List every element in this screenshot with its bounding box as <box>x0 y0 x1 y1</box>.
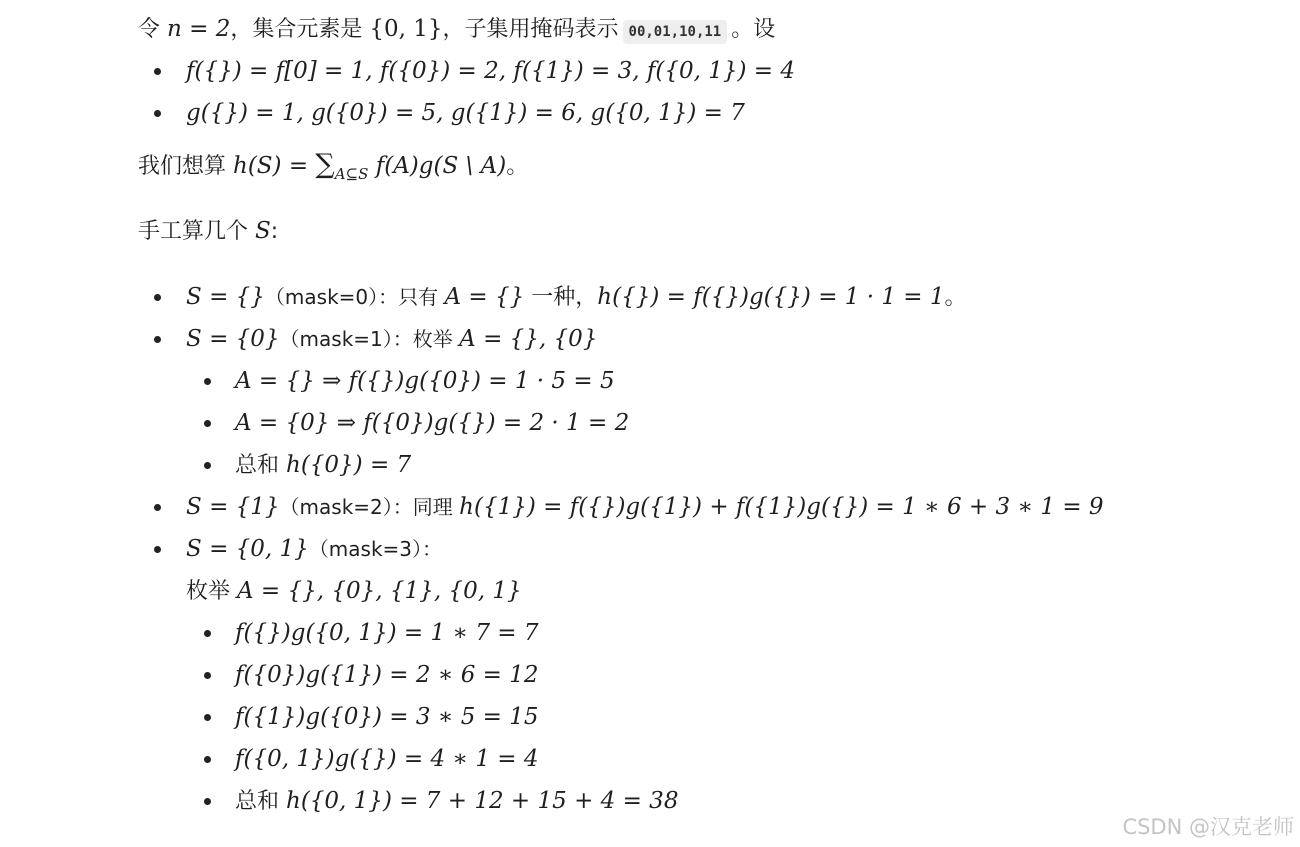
bullet-icon <box>204 378 211 385</box>
bullet-icon <box>204 672 211 679</box>
intro-paragraph <box>138 8 1278 50</box>
list-item-case-mask1 <box>138 318 1278 360</box>
bullet-icon <box>154 504 161 511</box>
list-item-sub <box>138 402 1278 444</box>
hand-suffix: : <box>270 219 279 244</box>
case-set: S = {1} <box>186 494 280 520</box>
hand-calc-paragraph <box>138 210 1278 252</box>
list-item-sub <box>138 360 1278 402</box>
case-mask: （mask=2）：同理 <box>279 495 460 519</box>
case-set: S = {0, 1} <box>186 536 309 562</box>
intro-mid2: ，子集用掩码表示 <box>442 17 619 42</box>
intro-prefix: 令 <box>138 17 167 42</box>
bullet-icon <box>204 630 211 637</box>
hand-prefix: 手工算几个 <box>138 219 255 244</box>
goal-lhs: h(S) = <box>233 153 316 179</box>
list-item-sub <box>138 696 1278 738</box>
list-item-def-g <box>138 92 1278 134</box>
case-enum-line <box>138 570 1278 612</box>
total-formula: h({0, 1}) = 7 + 12 + 15 + 4 = 38 <box>286 788 679 814</box>
bullet-icon <box>204 420 211 427</box>
list-item-sub <box>138 738 1278 780</box>
bullet-icon <box>204 714 211 721</box>
bullet-icon <box>154 546 161 553</box>
bullet-icon <box>204 756 211 763</box>
sub-formula: f({1})g({0}) = 3 ∗ 5 = 15 <box>235 704 539 730</box>
bullet-icon <box>154 68 161 75</box>
sum-symbol: ∑ <box>315 149 335 180</box>
article-body <box>138 8 1278 822</box>
mask-code: 00,01,10,11 <box>623 20 728 44</box>
goal-suffix: 。 <box>506 154 529 179</box>
enum-label: 枚举 <box>186 579 237 604</box>
bullet-icon <box>204 462 211 469</box>
bullet-icon <box>154 294 161 301</box>
goal-paragraph <box>138 144 1278 186</box>
case-end: 。 <box>944 285 967 310</box>
goal-prefix: 我们想算 <box>138 154 233 179</box>
case-set: S = {0} <box>186 326 280 352</box>
list-item-case-mask2 <box>138 486 1278 528</box>
goal-rhs: f(A)g(S \ A) <box>368 153 507 179</box>
bullet-icon <box>154 336 161 343</box>
list-item-sub-total <box>138 444 1278 486</box>
bullet-icon <box>154 110 161 117</box>
total-formula: h({0}) = 7 <box>286 452 412 478</box>
list-item-sub <box>138 612 1278 654</box>
sub-formula: f({})g({0, 1}) = 1 ∗ 7 = 7 <box>235 620 539 646</box>
list-item-case-mask0 <box>138 276 1278 318</box>
bullet-icon <box>204 798 211 805</box>
case-math: A = {}, {0} <box>459 326 598 352</box>
hand-var: S <box>255 218 271 244</box>
total-label: 总和 <box>235 453 286 478</box>
sub-formula: A = {} ⇒ f({})g({0}) = 1 · 5 = 5 <box>235 368 615 394</box>
sub-formula: A = {0} ⇒ f({0})g({}) = 2 · 1 = 2 <box>235 410 630 436</box>
case-text: 一种， <box>524 285 598 310</box>
intro-mid: ，集合元素是 <box>230 17 370 42</box>
case-mask: （mask=0）：只有 <box>264 285 445 309</box>
csdn-watermark: CSDN @汉克老师 <box>1122 815 1294 839</box>
case-math: A = {} <box>444 284 525 310</box>
list-item-case-mask3 <box>138 528 1278 570</box>
case-mask: （mask=3）： <box>308 537 443 561</box>
intro-set: {0, 1} <box>369 16 443 42</box>
sub-formula: f({0})g({1}) = 2 ∗ 6 = 12 <box>235 662 539 688</box>
sub-formula: f({0, 1})g({}) = 4 ∗ 1 = 4 <box>235 746 539 772</box>
intro-suffix: 。设 <box>731 17 776 42</box>
case-mask: （mask=1）：枚举 <box>279 327 460 351</box>
case-math: h({1}) = f({})g({1}) + f({1})g({}) = 1 ∗ 6 + 3 ∗ 1 = 9 <box>459 494 1104 520</box>
list-item-sub <box>138 654 1278 696</box>
sum-subscript: A⊆S <box>334 165 369 183</box>
enum-formula: A = {}, {0}, {1}, {0, 1} <box>237 578 522 604</box>
list-item-sub-total <box>138 780 1278 822</box>
case-set: S = {} <box>186 284 265 310</box>
list-item-def-f <box>138 50 1278 92</box>
def-g-formula: g({}) = 1, g({0}) = 5, g({1}) = 6, g({0, 1}) = 7 <box>186 100 745 126</box>
total-label: 总和 <box>235 789 286 814</box>
intro-n-equation: n = 2 <box>167 16 231 42</box>
def-f-formula: f({}) = f[0] = 1, f({0}) = 2, f({1}) = 3, f({0, 1}) = 4 <box>186 58 796 84</box>
case-result: h({}) = f({})g({}) = 1 · 1 = 1 <box>597 284 945 310</box>
